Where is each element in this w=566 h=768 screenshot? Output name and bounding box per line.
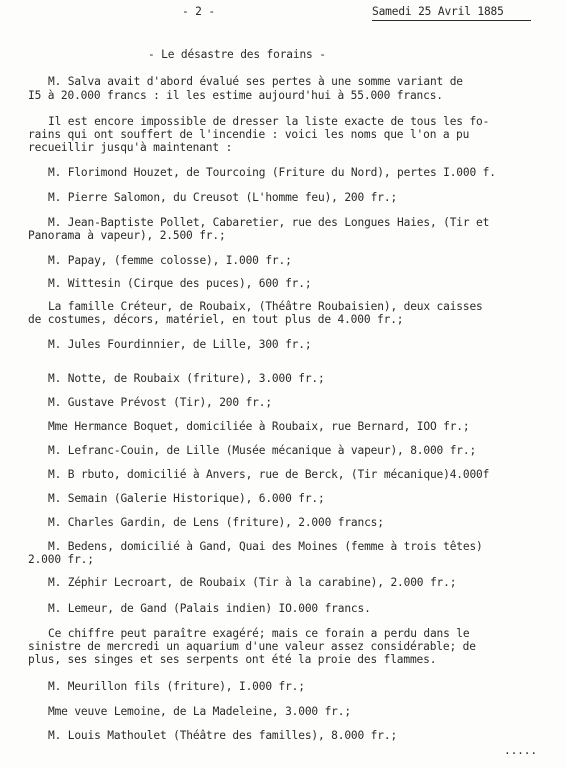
list-item-continuation: Panorama à vapeur), 2.500 fr.; xyxy=(28,229,226,242)
list-item: M. Gustave Prévost (Tir), 200 fr.; xyxy=(48,396,272,409)
date-underline xyxy=(372,20,531,21)
list-item: M. Zéphir Lecroart, de Roubaix (Tir à la carabine), 2.000 fr.; xyxy=(48,576,457,589)
list-item: M. Meurillon fils (friture), I.000 fr.; xyxy=(48,680,305,693)
list-item: M. Notte, de Roubaix (friture), 3.000 fr.; xyxy=(48,372,325,385)
list-item: M. Semain (Galerie Historique), 6.000 fr.; xyxy=(48,492,325,505)
continuation-mark: ..... xyxy=(504,744,537,757)
list-item: M. Papay, (femme colosse), I.000 fr.; xyxy=(48,254,292,267)
document-date: Samedi 25 Avril 1885 xyxy=(372,5,504,18)
article-title: - Le désastre des forains - xyxy=(148,48,326,61)
paragraph-line: recueillir jusqu'à maintenant : xyxy=(28,141,233,154)
list-item-continuation: 2.000 fr.; xyxy=(28,553,94,566)
list-item: M. Lefranc-Couin, de Lille (Musée mécanique à vapeur), 8.000 fr.; xyxy=(48,444,477,457)
paragraph-line: Ce chiffre peut paraître exagéré; mais ce forain a perdu dans le xyxy=(48,627,470,640)
list-item: Mme Hermance Boquet, domiciliée à Roubaix, rue Bernard, IOO fr.; xyxy=(48,420,470,433)
paragraph-line: Il est encore impossible de dresser la liste exacte de tous les fo- xyxy=(48,115,490,128)
list-item-continuation: de costumes, décors, matériel, en tout plus de 4.000 fr.; xyxy=(28,313,404,326)
list-item: M. Jean-Baptiste Pollet, Cabaretier, rue des Longues Haies, (Tir et xyxy=(48,216,490,229)
list-item: M. Charles Gardin, de Lens (friture), 2.000 francs; xyxy=(48,516,384,529)
paragraph-line: M. Salva avait d'abord évalué ses pertes à une somme variant de xyxy=(48,75,463,88)
list-item: M. Bedens, domicilié à Gand, Quai des Moines (femme à trois têtes) xyxy=(48,540,483,553)
list-item: M. B rbuto, domicilié à Anvers, rue de Berck, (Tir mécanique)4.000f xyxy=(48,468,490,481)
list-item: M. Louis Mathoulet (Théâtre des familles), 8.000 fr.; xyxy=(48,729,398,742)
list-item: La famille Créteur, de Roubaix, (Théâtre Roubaisien), deux caisses xyxy=(48,300,483,313)
list-item: M. Jules Fourdinnier, de Lille, 300 fr.; xyxy=(48,338,312,351)
paragraph-line: rains qui ont souffert de l'incendie : voici les noms que l'on a pu xyxy=(28,128,470,141)
paragraph-line: sinistre de mercredi un aquarium d'une valeur assez considérable; de xyxy=(28,640,476,653)
list-item: M. Lemeur, de Gand (Palais indien) IO.000 francs. xyxy=(48,602,371,615)
list-item: M. Pierre Salomon, du Creusot (L'homme feu), 200 fr.; xyxy=(48,191,398,204)
paragraph-line: plus, ses singes et ses serpents ont été la proie des flammes. xyxy=(28,653,437,666)
list-item: M. Florimond Houzet, de Tourcoing (Friture du Nord), pertes I.000 f. xyxy=(48,166,496,179)
page-number: - 2 - xyxy=(182,5,215,18)
paragraph-line: I5 à 20.000 francs : il les estime aujourd'hui à 55.000 francs. xyxy=(28,89,443,102)
list-item: M. Wittesin (Cirque des puces), 600 fr.; xyxy=(48,277,312,290)
list-item: Mme veuve Lemoine, de La Madeleine, 3.000 fr.; xyxy=(48,705,351,718)
